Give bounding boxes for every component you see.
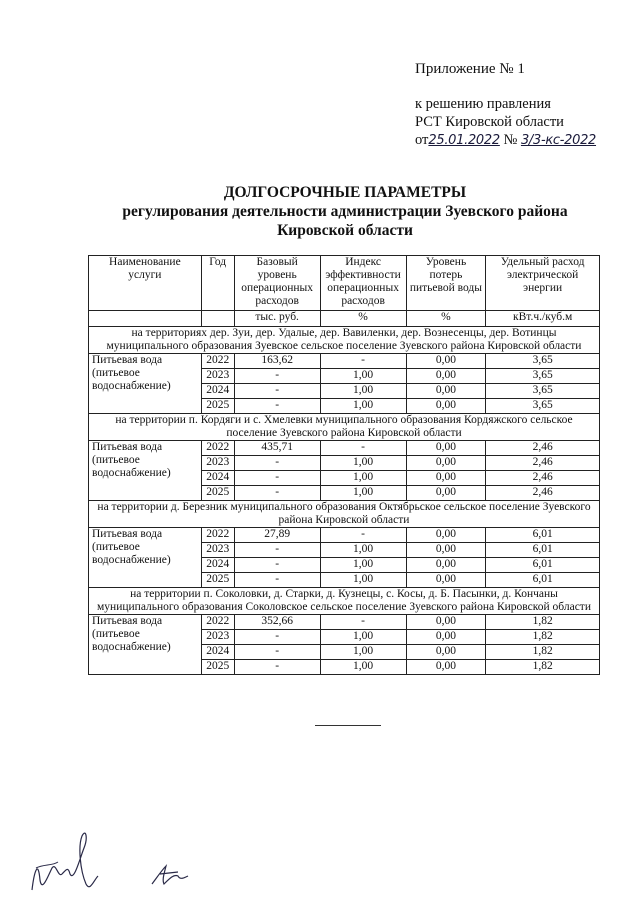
unit-service bbox=[89, 311, 202, 327]
water-loss-cell: 0,00 bbox=[406, 573, 486, 588]
base-cost-cell: - bbox=[234, 456, 320, 471]
base-cost-cell: - bbox=[234, 630, 320, 645]
table-row bbox=[89, 615, 600, 630]
unit-loss: % bbox=[406, 311, 486, 327]
title-line-1: ДОЛГОСРОЧНЫЕ ПАРАМЕТРЫ bbox=[223, 184, 467, 201]
territory-row bbox=[89, 414, 600, 441]
efficiency-index-cell: 1,00 bbox=[320, 384, 406, 399]
efficiency-index-cell: 1,00 bbox=[320, 369, 406, 384]
table-row bbox=[89, 354, 600, 369]
decision-number: 3/3-кс-2022 bbox=[520, 133, 597, 148]
base-cost-cell: - bbox=[234, 369, 320, 384]
efficiency-index-cell: - bbox=[320, 441, 406, 456]
year-cell: 2023 bbox=[201, 369, 234, 384]
territory-label: на территории п. Кордяги и с. Хмелевки муниципального образования Кордяжского сельское поселение Зуевского района Кировской области bbox=[89, 414, 600, 441]
table-row bbox=[89, 441, 600, 456]
water-loss-cell: 0,00 bbox=[406, 354, 486, 369]
territory-label: на территории д. Березник муниципального образования Октябрьское сельское поселение Зуевского района Кировской области bbox=[89, 501, 600, 528]
efficiency-index-cell: 1,00 bbox=[320, 630, 406, 645]
base-cost-cell: - bbox=[234, 486, 320, 501]
efficiency-index-cell: 1,00 bbox=[320, 486, 406, 501]
service-name: Питьевая вода (питьевое водоснабжение) bbox=[89, 528, 202, 588]
year-cell: 2023 bbox=[201, 630, 234, 645]
document-title bbox=[60, 183, 630, 240]
unit-index: % bbox=[320, 311, 406, 327]
service-name: Питьевая вода (питьевое водоснабжение) bbox=[89, 354, 202, 414]
water-loss-cell: 0,00 bbox=[406, 369, 486, 384]
year-cell: 2024 bbox=[201, 645, 234, 660]
energy-consumption-cell: 6,01 bbox=[486, 558, 600, 573]
efficiency-index-cell: 1,00 bbox=[320, 573, 406, 588]
year-cell: 2023 bbox=[201, 543, 234, 558]
decision-reference bbox=[415, 95, 596, 150]
decision-line-1: к решению правления bbox=[415, 96, 551, 112]
year-cell: 2024 bbox=[201, 558, 234, 573]
year-cell: 2022 bbox=[201, 441, 234, 456]
year-cell: 2025 bbox=[201, 660, 234, 675]
efficiency-index-cell: 1,00 bbox=[320, 456, 406, 471]
year-cell: 2023 bbox=[201, 456, 234, 471]
water-loss-cell: 0,00 bbox=[406, 384, 486, 399]
base-cost-cell: - bbox=[234, 543, 320, 558]
handwritten-signature-icon bbox=[22, 818, 117, 898]
energy-consumption-cell: 3,65 bbox=[486, 369, 600, 384]
water-loss-cell: 0,00 bbox=[406, 528, 486, 543]
efficiency-index-cell: - bbox=[320, 615, 406, 630]
base-cost-cell: - bbox=[234, 471, 320, 486]
header-energy: Удельный расход электрической энергии bbox=[486, 256, 600, 311]
water-loss-cell: 0,00 bbox=[406, 630, 486, 645]
header-base: Базовый уровень операционных расходов bbox=[234, 256, 320, 311]
energy-consumption-cell: 2,46 bbox=[486, 471, 600, 486]
water-loss-cell: 0,00 bbox=[406, 660, 486, 675]
efficiency-index-cell: 1,00 bbox=[320, 399, 406, 414]
year-cell: 2022 bbox=[201, 528, 234, 543]
water-loss-cell: 0,00 bbox=[406, 399, 486, 414]
unit-year bbox=[201, 311, 234, 327]
base-cost-cell: 163,62 bbox=[234, 354, 320, 369]
initials-signature-icon bbox=[148, 860, 198, 890]
energy-consumption-cell: 1,82 bbox=[486, 645, 600, 660]
base-cost-cell: - bbox=[234, 645, 320, 660]
efficiency-index-cell: - bbox=[320, 528, 406, 543]
energy-consumption-cell: 6,01 bbox=[486, 528, 600, 543]
energy-consumption-cell: 3,65 bbox=[486, 354, 600, 369]
base-cost-cell: - bbox=[234, 384, 320, 399]
decision-number-sign: № bbox=[503, 132, 518, 148]
year-cell: 2024 bbox=[201, 384, 234, 399]
water-loss-cell: 0,00 bbox=[406, 645, 486, 660]
water-loss-cell: 0,00 bbox=[406, 543, 486, 558]
base-cost-cell: - bbox=[234, 660, 320, 675]
year-cell: 2025 bbox=[201, 573, 234, 588]
energy-consumption-cell: 6,01 bbox=[486, 573, 600, 588]
decision-date: 25.01.2022 bbox=[428, 133, 500, 148]
year-cell: 2022 bbox=[201, 615, 234, 630]
end-separator bbox=[315, 725, 381, 726]
title-line-3: Кировской области bbox=[277, 222, 413, 239]
decision-line-2: РСТ Кировской области bbox=[415, 114, 564, 130]
water-loss-cell: 0,00 bbox=[406, 441, 486, 456]
efficiency-index-cell: 1,00 bbox=[320, 471, 406, 486]
service-name: Питьевая вода (питьевое водоснабжение) bbox=[89, 441, 202, 501]
header-loss: Уровень потерь питьевой воды bbox=[406, 256, 486, 311]
efficiency-index-cell: 1,00 bbox=[320, 660, 406, 675]
efficiency-index-cell: 1,00 bbox=[320, 558, 406, 573]
energy-consumption-cell: 1,82 bbox=[486, 630, 600, 645]
table-units-row bbox=[89, 311, 600, 327]
energy-consumption-cell: 3,65 bbox=[486, 399, 600, 414]
energy-consumption-cell: 6,01 bbox=[486, 543, 600, 558]
header-year: Год bbox=[201, 256, 234, 311]
water-loss-cell: 0,00 bbox=[406, 615, 486, 630]
base-cost-cell: 27,89 bbox=[234, 528, 320, 543]
territory-label: на территории п. Соколовки, д. Старки, д. Кузнецы, с. Косы, д. Б. Пасынки, д. Кончаны муниципального образования Соколовское сельское поселение Зуевского района Кировской области bbox=[89, 588, 600, 615]
unit-energy: кВт.ч./куб.м bbox=[486, 311, 600, 327]
table-row bbox=[89, 528, 600, 543]
water-loss-cell: 0,00 bbox=[406, 456, 486, 471]
energy-consumption-cell: 3,65 bbox=[486, 384, 600, 399]
base-cost-cell: 435,71 bbox=[234, 441, 320, 456]
territory-label: на территориях дер. Зуи, дер. Удалые, дер. Вавиленки, дер. Вознесенцы, дер. Вотинцы муниципального образования Зуевское сельское поселение Зуевского района Кировской области bbox=[89, 327, 600, 354]
energy-consumption-cell: 2,46 bbox=[486, 456, 600, 471]
unit-base: тыс. руб. bbox=[234, 311, 320, 327]
efficiency-index-cell: 1,00 bbox=[320, 645, 406, 660]
energy-consumption-cell: 2,46 bbox=[486, 441, 600, 456]
energy-consumption-cell: 1,82 bbox=[486, 660, 600, 675]
parameters-table bbox=[88, 255, 600, 675]
energy-consumption-cell: 1,82 bbox=[486, 615, 600, 630]
efficiency-index-cell: - bbox=[320, 354, 406, 369]
base-cost-cell: - bbox=[234, 558, 320, 573]
territory-row bbox=[89, 327, 600, 354]
energy-consumption-cell: 2,46 bbox=[486, 486, 600, 501]
appendix-label: Приложение № 1 bbox=[415, 61, 525, 77]
year-cell: 2025 bbox=[201, 486, 234, 501]
water-loss-cell: 0,00 bbox=[406, 471, 486, 486]
efficiency-index-cell: 1,00 bbox=[320, 543, 406, 558]
base-cost-cell: - bbox=[234, 573, 320, 588]
territory-row bbox=[89, 501, 600, 528]
water-loss-cell: 0,00 bbox=[406, 558, 486, 573]
decision-date-line bbox=[415, 131, 596, 150]
decision-prefix: от bbox=[415, 132, 429, 148]
table-header-row bbox=[89, 256, 600, 311]
header-index: Индекс эффективности операционных расходов bbox=[320, 256, 406, 311]
base-cost-cell: 352,66 bbox=[234, 615, 320, 630]
year-cell: 2024 bbox=[201, 471, 234, 486]
title-line-2: регулирования деятельности администрации Зуевского района bbox=[122, 203, 568, 220]
water-loss-cell: 0,00 bbox=[406, 486, 486, 501]
year-cell: 2025 bbox=[201, 399, 234, 414]
year-cell: 2022 bbox=[201, 354, 234, 369]
header-service: Наименование услуги bbox=[89, 256, 202, 311]
service-name: Питьевая вода (питьевое водоснабжение) bbox=[89, 615, 202, 675]
base-cost-cell: - bbox=[234, 399, 320, 414]
territory-row bbox=[89, 588, 600, 615]
